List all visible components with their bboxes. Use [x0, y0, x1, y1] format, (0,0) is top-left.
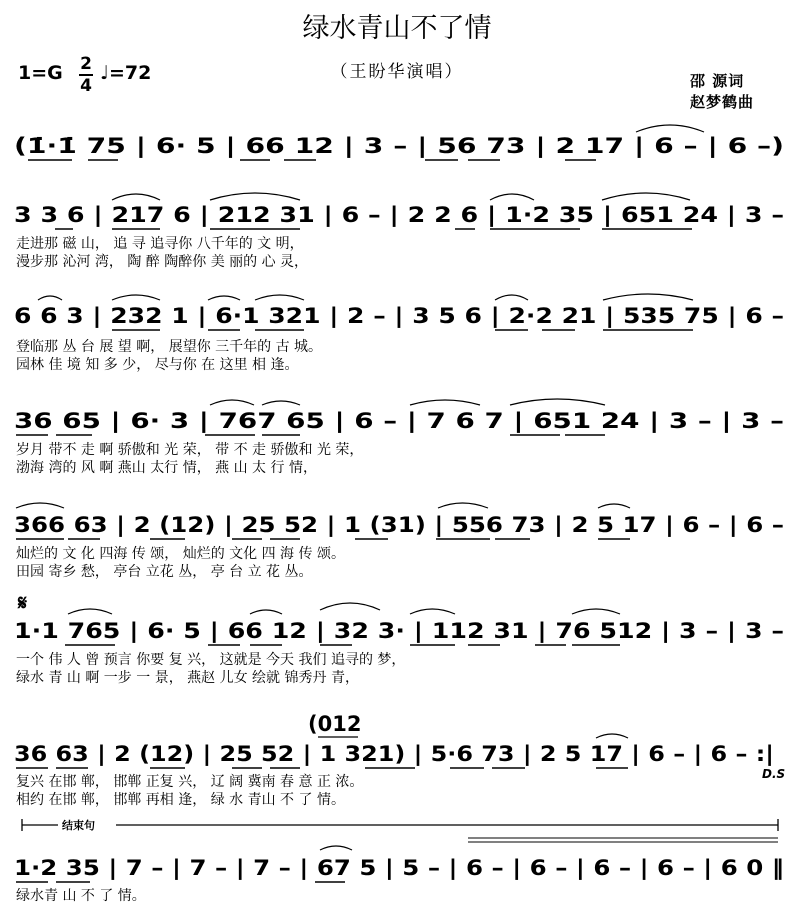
score-line-6	[14, 591, 784, 686]
score-line-2	[14, 193, 784, 270]
score-line-8	[14, 846, 784, 904]
lyrics-line-7-verse-2: 相约 在邯 郸， 邯郸 再相 逢， 绿 水 青山 不 了 情。	[16, 792, 345, 808]
notes-line-4: 36 65 | 6· 3 | 767 65 | 6 – | 7 6 7 | 651 24 | 3 – | 3 –	[14, 409, 597, 433]
segno-marker: 𝄋	[18, 591, 28, 615]
notes-line-2: 3 3 6 | 217 6 | 212 31 | 6 – | 2 2 6 | 1·2 35 | 651 24 | 3 –	[14, 203, 653, 227]
key-signature: 1=G	[18, 62, 63, 84]
ds-marker: D.S	[762, 767, 786, 781]
lyrics-line-4-verse-1: 岁月 带不 走 啊 骄傲和 光 荣， 带 不 走 骄傲和 光 荣，	[16, 442, 364, 458]
score-line-7	[14, 712, 785, 808]
lyrics-line-3-verse-2: 园林 佳 境 知 多 少， 尽与你 在 这里 相 逢。	[16, 357, 299, 373]
notes-line-8: 1·2 35 | 7 – | 7 – | 7 – | 67 5 | 5 – | 6 – | 6 – | 6 – | 6 – | 6 0 ‖	[14, 856, 676, 880]
lyrics-line-5-verse-1: 灿烂的 文 化 四海 传 颂， 灿烂的 文化 四 海 传 颂。	[16, 546, 345, 562]
lyrics-line-2-verse-1: 走进那 磁 山， 追 寻 追寻你 八千年的 文 明，	[16, 236, 304, 252]
score-line-1	[14, 125, 784, 160]
notes-line-7: 36 63 | 2 (12) | 25 52 | 1 321) | 5·6 73 | 2 5 17 | 6 – | 6 – :|	[14, 742, 683, 766]
tempo-marking: ♩=72	[100, 62, 152, 84]
composer-credit: 赵梦鹤曲	[690, 93, 755, 111]
lyrics-line-5-verse-2: 田园 寄乡 愁， 亭台 立花 丛， 亭 台 立 花 丛。	[16, 564, 313, 580]
lyrics-line-2-verse-2: 漫步那 沁河 湾， 陶 醉 陶醉你 美 丽的 心 灵，	[16, 254, 309, 270]
lyrics-line-3-verse-1: 登临那 丛 台 展 望 啊， 展望你 三千年的 古 城。	[16, 339, 323, 355]
score-line-4	[14, 399, 784, 476]
page-title: 绿水青山不了情	[302, 13, 492, 44]
lyrics-line-6-verse-1: 一个 伟 人 曾 预言 你要 复 兴， 这就是 今天 我们 追寻的 梦，	[16, 652, 406, 668]
notes-line-1: (1̇·1̇ 75 | 6· 5 | 66 12 | 3 – | 56 73 | 2 17 | 6 – | 6 –)	[14, 134, 588, 158]
notes-line-3: 6 6 3 | 232 1 | 6·1 321 | 2 – | 3 5 6 | 2·2 21 | 535 75 | 6 –	[14, 304, 661, 328]
subtitle: （王盼华演唱）	[330, 62, 464, 82]
lyrics-line-4-verse-2: 渤海 湾的 风 啊 燕山 太行 情， 燕 山 太 行 情，	[16, 460, 317, 476]
lyricist-credit: 邵 源词	[690, 72, 745, 90]
notes-line-6: 1·1 765 | 6· 5 | 66 12 | 32 3· | 112 31 | 76 512 | 3 – | 3 –	[14, 619, 654, 643]
time-signature-top: 2	[80, 54, 92, 74]
ending-section-bracket	[22, 818, 778, 842]
notes-line-5: 366 63 | 2 (12) | 25 52 | 1 (31) | 556 73 | 2 5 17 | 6 – | 6 –	[14, 513, 676, 537]
lyrics-line-6-verse-2: 绿水 青 山 啊 一步 一 景， 燕赵 儿女 绘就 锦秀丹 青，	[16, 670, 359, 686]
lyrics-line-8-verse-1: 绿水青 山 不 了 情。	[16, 888, 146, 904]
triplet-hint: (012	[308, 712, 362, 736]
score-line-5	[14, 503, 784, 580]
time-signature-bottom: 4	[80, 76, 92, 96]
ending-label: 结束句	[62, 819, 95, 832]
score-line-3	[14, 294, 784, 373]
lyrics-line-7-verse-1: 复兴 在邯 郸， 邯郸 正复 兴， 辽 阔 冀南 春 意 正 浓。	[16, 774, 364, 790]
